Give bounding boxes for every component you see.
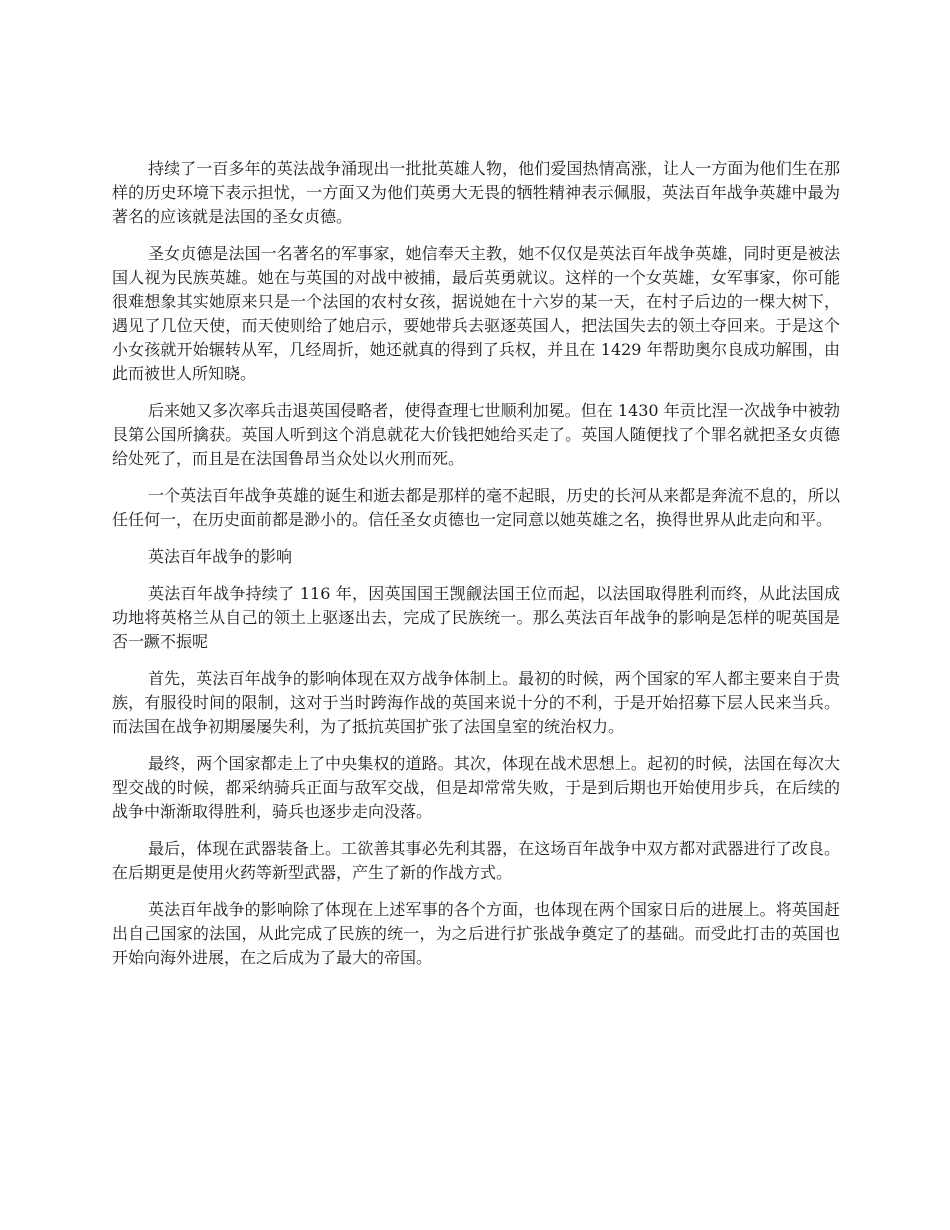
section-paragraph-2: 首先，英法百年战争的影响体现在双方战争体制上。最初的时候，两个国家的军人都主要来自于贵族，有服役时间的限制，这对于当时跨海作战的英国来说十分的不利，于是开始招募下层人民来当兵。而法国在战争初期屡屡失利，为了抵抗英国扩张了法国皇室的统治权力。: [112, 669, 840, 736]
section-paragraph-4: 最后，体现在武器装备上。工欲善其事必先利其器，在这场百年战争中双方都对武器进行了改良。在后期更是使用火药等新型武器，产生了新的作战方式。: [112, 839, 840, 882]
paragraph-3: 后来她又多次率兵击退英国侵略者，使得查理七世顺利加冕。但在 1430 年贡比涅一次战争中被勃艮第公国所擒获。英国人听到这个消息就花大价钱把她给买走了。英国人随便找了个罪名就把圣女贞德给处死了，而且是在法国鲁昂当众处以火刑而死。: [112, 401, 840, 468]
paragraph-1: 持续了一百多年的英法战争涌现出一批批英雄人物，他们爱国热情高涨，让人一方面为他们生在那样的历史环境下表示担忧，一方面又为他们英勇大无畏的牺牲精神表示佩服，英法百年战争英雄中最为著名的应该就是法国的圣女贞德。: [112, 159, 840, 226]
paragraph-4: 一个英法百年战争英雄的诞生和逝去都是那样的毫不起眼，历史的长河从来都是奔流不息的，所以任任何一，在历史面前都是渺小的。信任圣女贞德也一定同意以她英雄之名，换得世界从此走向和平。: [112, 486, 840, 529]
paragraph-2: 圣女贞德是法国一名著名的军事家，她信奉天主教，她不仅仅是英法百年战争英雄，同时更是被法国人视为民族英雄。她在与英国的对战中被捕，最后英勇就议。这样的一个女英雄，女军事家，你可能很难想象其实她原来只是一个法国的农村女孩，据说她在十六岁的某一天，在村子后边的一棵大树下，遇见了几位天使，而天使则给了她启示，要她带兵去驱逐英国人，把法国失去的领土夺回来。于是这个小女孩就开始辗转从军，几经周折，她还就真的得到了兵权，并且在 1429 年帮助奥尔良成功解围，由此而被世人所知晓。: [112, 244, 840, 383]
section-heading: 英法百年战争的影响: [148, 547, 293, 566]
section-paragraph-3: 最终，两个国家都走上了中央集权的道路。其次，体现在战术思想上。起初的时候，法国在每次大型交战的时候，都采纳骑兵正面与敌军交战，但是却常常失败，于是到后期也开始使用步兵，在后续的战争中渐渐取得胜利，骑兵也逐步走向没落。: [112, 754, 840, 821]
document-page: [112, 157, 840, 983]
section-paragraph-5: 英法百年战争的影响除了体现在上述军事的各个方面，也体现在两个国家日后的进展上。将英国赶出自己国家的法国，从此完成了民族的统一，为之后进行扩张战争奠定了的基础。而受此打击的英国也开始向海外进展，在之后成为了最大的帝国。: [112, 900, 840, 967]
section-paragraph-1: 英法百年战争持续了 116 年，因英国国王觊觎法国王位而起，以法国取得胜利而终，从此法国成功地将英格兰从自己的领土上驱逐出去，完成了民族统一。那么英法百年战争的影响是怎样的呢英国是否一蹶不振呢: [112, 584, 840, 651]
